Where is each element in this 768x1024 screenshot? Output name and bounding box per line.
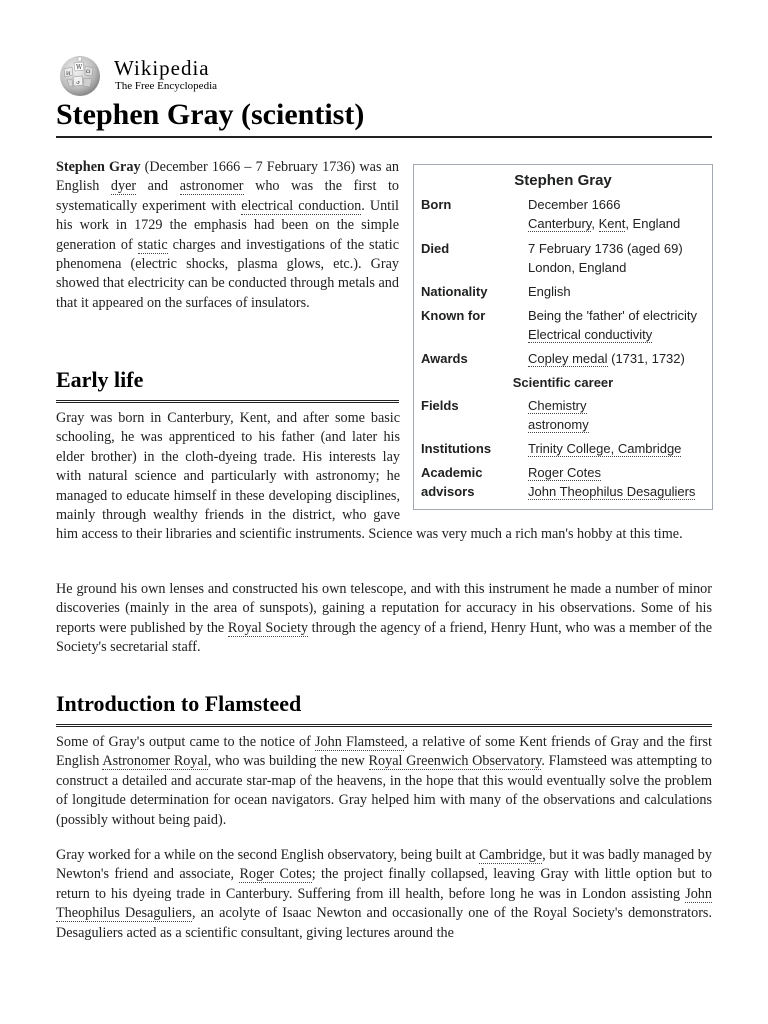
body-text: through the agency of a friend, Henry Hunt, who was a member of the Society's secretarial staff. [56,619,713,656]
wikipedia-globe-icon [56,53,104,97]
infobox-value-nationality: English [528,284,571,299]
infobox-value-died-place: London, England [528,260,627,275]
link-electrical-conduction[interactable]: electrical conduction [241,197,362,214]
infobox-value-advisor-1 [528,463,601,482]
link-trinity-college-cambridge[interactable]: Trinity College, Cambridge [528,441,682,456]
body-text: He ground his own lenses and constructed his own telescope, and with this instrument he made a number of minor discoveries (mainly in the area of sunspots), gaining a reputation for accuracy in his observations. Some of his reports were published by the [56,581,712,636]
link-dyer[interactable]: dyer [110,178,137,195]
link-copley-medal[interactable]: Copley medal [528,351,608,366]
lead-text: (December 1666 – 7 February 1736) was an English [56,159,399,195]
infobox-value-known-2 [528,325,652,344]
lead-text: and [136,178,180,195]
infobox-label-born: Born [421,197,452,212]
body-text: ; the project finally collapsed, leaving Gray with little option but to return to his dyeing trade in Canterbury. Suffering from ill health, before long he was in London assisting [56,866,712,902]
lead-paragraph [56,158,399,313]
infobox-label-awards: Awards [421,351,468,366]
infobox-label-died: Died [421,241,450,256]
link-static[interactable]: static [137,236,168,253]
link-royal-greenwich-observatory[interactable]: Royal Greenwich Observatory [368,753,542,770]
infobox-value-born-date: December 1666 [528,197,621,212]
infobox-label-institutions: Institutions [421,441,492,456]
lead-text: charges and investigations of the static phenomena (electric shocks, plasma glows, etc.). Gray showed that electricity can be conducted through metals and that it appeared on the surfaces of insulators. [56,236,399,311]
infobox-value-awards [528,349,685,368]
link-electrical-conductivity[interactable]: Electrical conductivity [528,327,653,342]
body-text: , a relative of some Kent friends of Gray and the first English [56,734,712,770]
section-heading-flamsteed: Introduction to Flamsteed [56,690,712,727]
early-life-paragraph-1: Gray was born in Canterbury, Kent, and after some basic schooling, he was apprenticed to his father (and later his elder brother) in the cloth-dyeing trade. His interests lay with natural science and particularly with astronomy; he managed to educate himself in these developing disciplines, mainly through wealthy friends in the district, who gave him access to their libraries and scientific instruments. Science was very much a rich man's hobby at this time. [56,410,683,543]
link-astronomer[interactable]: astronomer [179,178,244,195]
link-roger-cotes[interactable]: Roger Cotes [239,866,312,883]
infobox-title: Stephen Gray [514,172,612,189]
infobox-text: (1731, 1732) [607,351,685,366]
infobox-label-advisors-2: advisors [421,484,475,499]
page-title: Stephen Gray (scientist) [56,95,712,138]
svg-text:W: W [76,64,83,71]
link-advisor-roger-cotes[interactable]: Roger Cotes [528,465,601,480]
link-advisor-desaguliers[interactable]: John Theophilus Desaguliers [528,484,696,499]
link-astronomer-royal[interactable]: Astronomer Royal [102,753,208,770]
link-kent[interactable]: Kent [598,216,626,231]
wikipedia-logo[interactable] [56,53,356,97]
svg-text:И: И [66,71,71,77]
flamsteed-paragraph-2 [56,846,712,943]
link-royal-society[interactable]: Royal Society [227,619,308,636]
infobox-value-field-2 [528,415,589,434]
body-text: Some of Gray's output came to the notice of [56,734,316,750]
lead-text: . Until his work in 1729 the emphasis had been on the simple generation of [56,197,399,253]
early-life-paragraph-2 [56,580,712,658]
link-john-flamsteed[interactable]: John Flamsteed [315,734,405,750]
infobox-label-known-for: Known for [421,308,486,323]
body-text: . Flamsteed was attempting to construct a detailed and accurate star-map of the heavens, in the hope that this would eventually solve the problem of longitude determination for ocean navigators. Gray helped him with many of the observations and calculations (possibly without being paid). [56,753,713,828]
infobox [413,164,713,510]
body-text: , but it was badly managed by Newton's friend and associate, [56,847,712,883]
svg-text:ی: ی [76,79,80,85]
link-cambridge[interactable]: Cambridge [479,847,543,863]
svg-text:Ω: Ω [86,69,91,75]
link-john-theophilus-desaguliers[interactable]: John Theophilus Desaguliers [56,885,712,922]
infobox-text: , England [625,216,681,231]
body-text: Gray worked for a while on the second English observatory, being built at [56,847,480,863]
infobox-value-known-1: Being the 'father' of electricity [528,308,697,323]
body-text: , an acolyte of Isaac Newton and occasionally one of the Royal Society's demonstrators. Desaguliers acted as a scientific consultant, giving lectures around the [56,905,712,941]
flamsteed-paragraph-1 [56,733,712,830]
infobox-value-field-1 [528,396,587,415]
infobox-label-nationality: Nationality [421,284,488,299]
infobox-label-fields: Fields [421,398,459,413]
infobox-label-advisors-1: Academic [421,465,483,480]
section-heading-early-life: Early life [56,366,399,403]
body-text: , who was building the new [207,753,369,770]
link-chemistry[interactable]: Chemistry [528,398,587,413]
wikipedia-wordmark: Wikipedia [114,56,210,80]
infobox-value-institution [528,439,681,458]
infobox-value-born-place [528,214,680,233]
subject-name: Stephen Gray [56,159,141,175]
infobox-section-scientific-career: Scientific career [512,375,614,390]
wikipedia-tagline: The Free Encyclopedia [115,80,218,92]
infobox-value-died-date: 7 February 1736 (aged 69) [528,241,683,256]
link-canterbury[interactable]: Canterbury [528,216,592,231]
infobox-value-advisor-2 [528,482,695,501]
infobox-text: , [591,216,599,231]
link-astronomy[interactable]: astronomy [528,417,589,432]
lead-text: who was the first to systematically experiment with [56,178,399,214]
